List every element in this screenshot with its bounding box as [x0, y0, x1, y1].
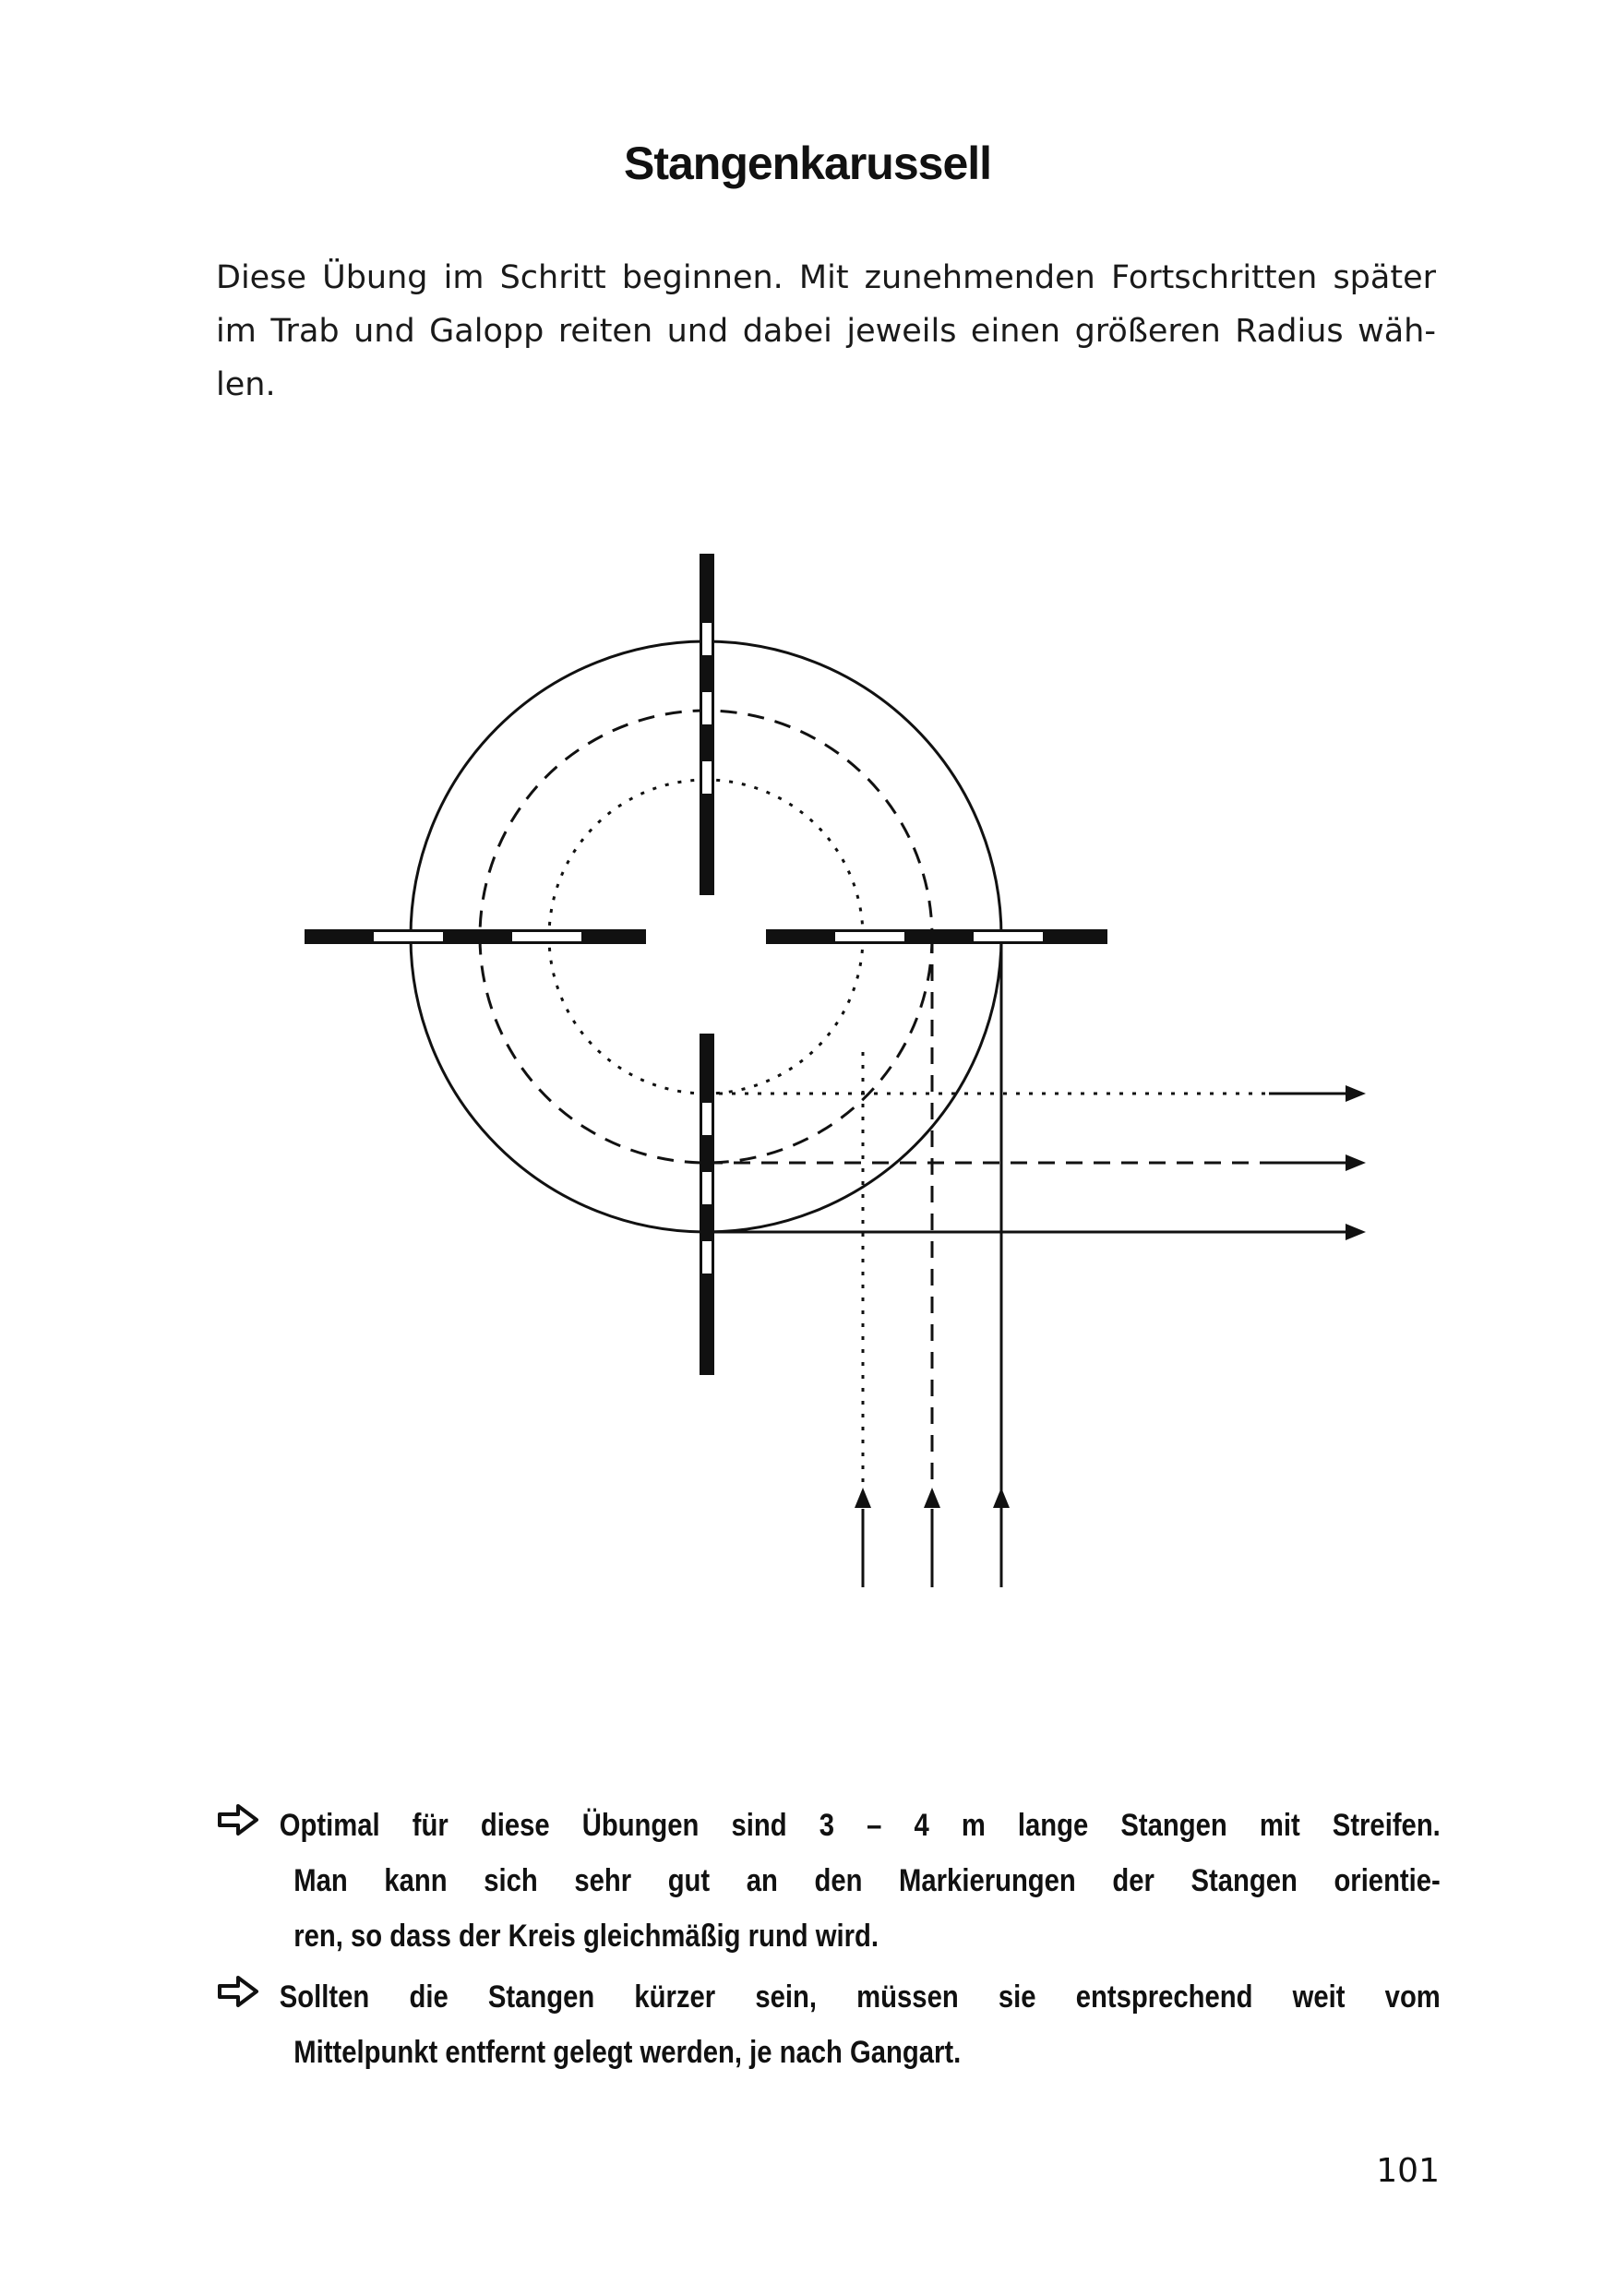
pole-carousel-diagram [277, 517, 1384, 1606]
tip-line: ren, so dass der Kreis gleichmäßig rund wird. [293, 1919, 879, 1954]
tip-line: Mittelpunkt entfernt gelegt werden, je nach Gangart. [293, 2035, 962, 2070]
tip-line: Optimal für diese Übungen sind 3 – 4 m lange Stangen mit Streifen. [279, 1808, 1441, 1843]
intro-paragraph [216, 251, 1436, 412]
arrow-right-icon [1346, 1224, 1366, 1240]
page-title: Stangenkarussell [623, 138, 992, 189]
intro-line: im Trab und Galopp reiten und dabei jeweils einen größeren Radius wäh- [216, 313, 1436, 350]
pole-right [766, 929, 1107, 944]
intro-line: Diese Übung im Schritt beginnen. Mit zunehmenden Fortschritten später [216, 259, 1436, 296]
arrow-up-icon [924, 1488, 940, 1508]
arrow-up-icon [993, 1488, 1010, 1508]
intro-line: len. [216, 366, 276, 403]
arrow-right-icon [1346, 1154, 1366, 1171]
page-number: 101 [1376, 2152, 1440, 2190]
pole-top [700, 554, 714, 895]
pole-bottom [700, 1034, 714, 1375]
tip-line: Sollten die Stangen kürzer sein, müssen sie entsprechend weit vom [279, 1979, 1441, 2015]
arrow-right-icon [1346, 1085, 1366, 1102]
arrow-up-icon [855, 1488, 871, 1508]
tips-list [216, 1798, 1443, 2086]
pole-left [305, 929, 646, 944]
tip-item [216, 1798, 1443, 1964]
tip-item [216, 1969, 1443, 2080]
tip-line: Man kann sich sehr gut an den Markierungen der Stangen orientie- [293, 1863, 1441, 1898]
